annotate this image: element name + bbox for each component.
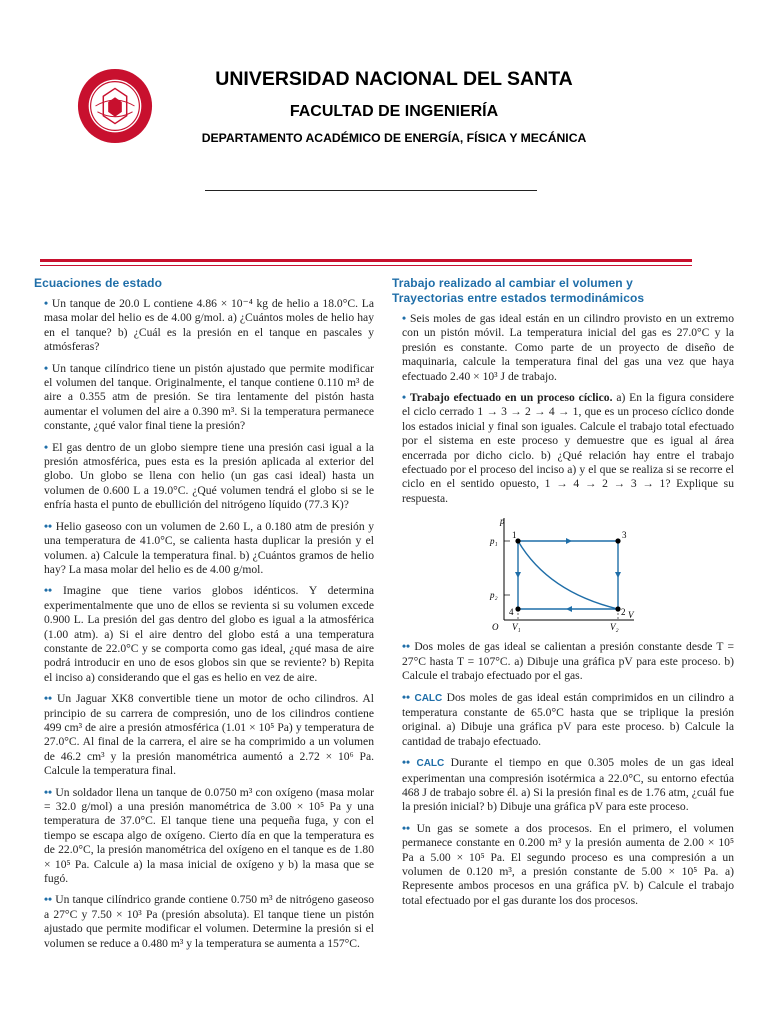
section-title-line: Trayectorias entre estados termodinámicos bbox=[392, 291, 645, 305]
problem-item bbox=[392, 691, 734, 750]
right-column bbox=[392, 276, 734, 915]
faculty-title: FACULTAD DE INGENIERÍA bbox=[289, 103, 499, 120]
bullet: • bbox=[44, 440, 49, 454]
problem-item bbox=[392, 640, 734, 683]
problem-item bbox=[392, 822, 734, 908]
department-title: DEPARTAMENTO ACADÉMICO DE ENERGÍA, FÍSICA Y MECÁNICA bbox=[201, 131, 587, 145]
bullet: • bbox=[44, 361, 49, 375]
problem-text: Un tanque cilíndrico grande contiene 0.750 m³ de nitrógeno gaseoso a 27°C y 7.50 × 10³ Pa (presión absoluta). El tanque tiene un pistón ajustado que permite modificar el volumen. Determine la presión si el volumen se reduce a 0.480 m³ y la temperatura se aumenta a 157°C. bbox=[44, 893, 374, 950]
arrow-3-2 bbox=[615, 572, 621, 578]
bullet: • bbox=[402, 391, 407, 405]
problem-item bbox=[392, 312, 734, 384]
state-point-2 bbox=[615, 607, 620, 612]
bullet: •• bbox=[44, 893, 53, 907]
state-point-4 bbox=[515, 607, 520, 612]
v1-label: V₁ bbox=[512, 622, 521, 633]
problem-text: Helio gaseoso con un volumen de 2.60 L, a 0.180 atm de presión y una temperatura de 41.0°C, se calienta hasta duplicar la presión y el volumen. a) Calcule la temperatura final. b) ¿Cuántos gramos de helio hay? La masa molar del helio es de 4.00 g/mol. bbox=[44, 519, 374, 576]
arrow-1-4 bbox=[515, 572, 521, 578]
problem-text: Durante el tiempo en que 0.305 moles de un gas ideal experimentan una compresión isotérmica a 22.0°C, su entorno efectúa 468 J de trabajo sobre él. a) Si la presión final es de 1.76 atm, ¿cuál fue la presión inicial? b) Dibuje una gráfica pV para este proceso. bbox=[402, 756, 734, 814]
calc-badge: CALC bbox=[416, 758, 445, 770]
p-axis-label: p bbox=[500, 516, 505, 527]
arrow-1-3 bbox=[566, 538, 572, 544]
problem-item bbox=[34, 893, 374, 951]
problem-text: Un soldador llena un tanque de 0.0750 m³ con oxígeno (masa molar = 32.0 g/mol) a una presión manométrica de 3.00 × 10⁵ Pa y una temperatura de 37.0°C. El tanque tiene una pequeña fuga, y con el tiempo se escapa algo de oxígeno. Cierto día en que la temperatura es de 22.0°C, la presión manométrica del oxígeno en el tanque es de 1.80 × 10⁵ Pa. Calcule a) la masa inicial de oxígeno y b) la masa que se fugó. bbox=[44, 785, 374, 886]
v-axis-label: V bbox=[628, 610, 634, 621]
pv-cycle-diagram bbox=[488, 514, 638, 634]
v2-label: V₂ bbox=[610, 622, 619, 633]
university-title: UNIVERSIDAD NACIONAL DEL SANTA bbox=[215, 68, 573, 90]
point-label-2: 2 bbox=[621, 607, 626, 618]
problem-text: Dos moles de gas ideal se calientan a presión constante desde T = 27°C hasta T = 107°C. a) Dibuje una gráfica pV para este proceso. b) Calcule el trabajo efectuado por el gas. bbox=[402, 640, 734, 683]
bullet: •• bbox=[402, 640, 411, 654]
problem-text: Dos moles de gas ideal están comprimidos en un cilindro a temperatura constante de 65.0°C hasta que se triplique la presión original. a) Dibuje una gráfica pV para este proceso. b) Calcule la cantidad de trabajo efectuado. bbox=[402, 690, 734, 748]
red-divider-thin bbox=[40, 265, 692, 266]
problem-item bbox=[34, 584, 374, 685]
bullet: •• bbox=[402, 756, 411, 770]
problem-item bbox=[34, 692, 374, 778]
problem-item bbox=[34, 520, 374, 578]
bullet: •• bbox=[44, 584, 53, 598]
point-label-1: 1 bbox=[512, 530, 517, 541]
problem-item bbox=[392, 391, 734, 506]
bullet: • bbox=[44, 297, 49, 310]
state-point-3 bbox=[615, 539, 620, 544]
left-column bbox=[34, 276, 374, 958]
bullet: •• bbox=[44, 692, 53, 706]
problem-text: a) En la figura considere el ciclo cerrado 1 → 3 → 2 → 4 → 1, que es un proceso cíclico donde los estados inicial y final son iguales. Calcule el trabajo total efectuado por el sistema en este proceso y demuestre que es igual al área encerrada por dicho ciclo. b) ¿Qué relación hay entre el trabajo efectuado por el proceso del inciso a) y el que se realiza si se recorre el ciclo en el sentido opuesto, 1 → 4 → 2 → 3 → 1? Explique su respuesta. bbox=[402, 391, 735, 505]
bullet: •• bbox=[402, 821, 411, 835]
calc-badge: CALC bbox=[414, 692, 443, 704]
problem-item bbox=[34, 297, 374, 355]
p2-label: p₂ bbox=[490, 590, 498, 601]
bullet: • bbox=[402, 312, 407, 325]
point-label-3: 3 bbox=[622, 530, 627, 541]
p1-label: p₁ bbox=[490, 536, 498, 547]
problem-text: Un Jaguar XK8 convertible tiene un motor de ocho cilindros. Al principio de su carrera de compresión, uno de los cilindros contiene 499 cm³ de aire a presión atmosférica (1.01 × 10⁵ Pa) y temperatura de 27.0°C. Al final de la carrera, el aire se ha comprimido a un volumen de 46.2 cm³ y la presión manométrica aumentó a 2.72 × 10⁶ Pa. Calcule la temperatura final. bbox=[44, 692, 374, 778]
bullet: •• bbox=[44, 785, 53, 799]
origin-label: O bbox=[492, 622, 499, 633]
section-title-work bbox=[392, 276, 734, 306]
problem-item bbox=[392, 756, 734, 815]
red-divider-thick bbox=[40, 259, 692, 262]
problem-text: Un tanque cilíndrico tiene un pistón ajustado que permite modificar el volumen del tanque. Originalmente, el tanque contiene 0.110 m³ de aire a 0.355 atm de presión. Se tira lentamente del pistón hasta aumentar el volumen del aire a 0.390 m³. Si la temperatura permanece constante, ¿qué valor final tiene la presión? bbox=[44, 361, 374, 433]
problem-text: Un tanque de 20.0 L contiene 4.86 × 10⁻⁴ kg de helio a 18.0°C. La masa molar del helio es de 4.00 g/mol. a) ¿Cuántos moles de helio hay en el tanque? b) ¿Cuál es la presión en el tanque en pascales y atmósferas? bbox=[44, 297, 374, 354]
problem-lead: Trabajo efectuado en un proceso cíclico. bbox=[409, 391, 613, 405]
section-title-equations: Ecuaciones de estado bbox=[34, 276, 163, 290]
problem-text: El gas dentro de un globo siempre tiene una presión casi igual a la presión atmosférica, pues esta es la presión aplicada al exterior del globo. Un globo se llena con helio (un gas casi ideal) hasta un volumen de 0.600 L a 19.0°C. ¿Qué volumen tendrá el globo si se le enfría hasta el punto de ebullición del nitrógeno líquido (77.3 K)? bbox=[44, 440, 374, 512]
problem-item bbox=[34, 362, 374, 434]
bullet: •• bbox=[402, 690, 411, 704]
problem-text: Imagine que tiene varios globos idénticos. Y determina experimentalmente que uno de ellos se revienta si su volumen excede 0.900 L. La presión del gas dentro del globo es igual a la atmosférica (1.00 atm). a) Si el aire dentro del globo está a una temperatura constante de 22.0°C y se comporta como gas ideal, ¿qué masa de aire podrá introducir en uno de esos globos sin que se reviente? b) Repita el inciso a) considerando que el gas es helio en vez de aire. bbox=[44, 584, 374, 684]
arrow-2-4 bbox=[566, 606, 572, 612]
header-divider bbox=[205, 190, 537, 191]
problem-item bbox=[34, 786, 374, 887]
bullet: •• bbox=[44, 519, 53, 533]
section-title-line: Trabajo realizado al cambiar el volumen y bbox=[392, 276, 633, 290]
problem-item bbox=[34, 441, 374, 513]
point-label-4: 4 bbox=[509, 607, 514, 618]
problem-text: Seis moles de gas ideal están en un cilindro provisto en un extremo con un pistón móvil. La temperatura inicial del gas es 27.0°C y la presión es constante. Como parte de un proyecto de diseño de maquinaria, calcule la temperatura final del gas una vez que haya efectuado 2.40 × 10³ J de trabajo. bbox=[402, 312, 734, 383]
problem-text: Un gas se somete a dos procesos. En el primero, el volumen permanece constante en 0.200 m³ y la presión aumenta de 2.00 × 10⁵ Pa a 5.00 × 10⁵ Pa. El segundo proceso es una compresión a un volumen de 0.120 m³, a presión constante de 5.00 × 10⁵ Pa. a) Represente ambos procesos en una gráfica pV. b) Calcule el trabajo total efectuado por el gas durante los dos procesos. bbox=[402, 821, 734, 907]
path-1-2-curve bbox=[518, 541, 618, 609]
